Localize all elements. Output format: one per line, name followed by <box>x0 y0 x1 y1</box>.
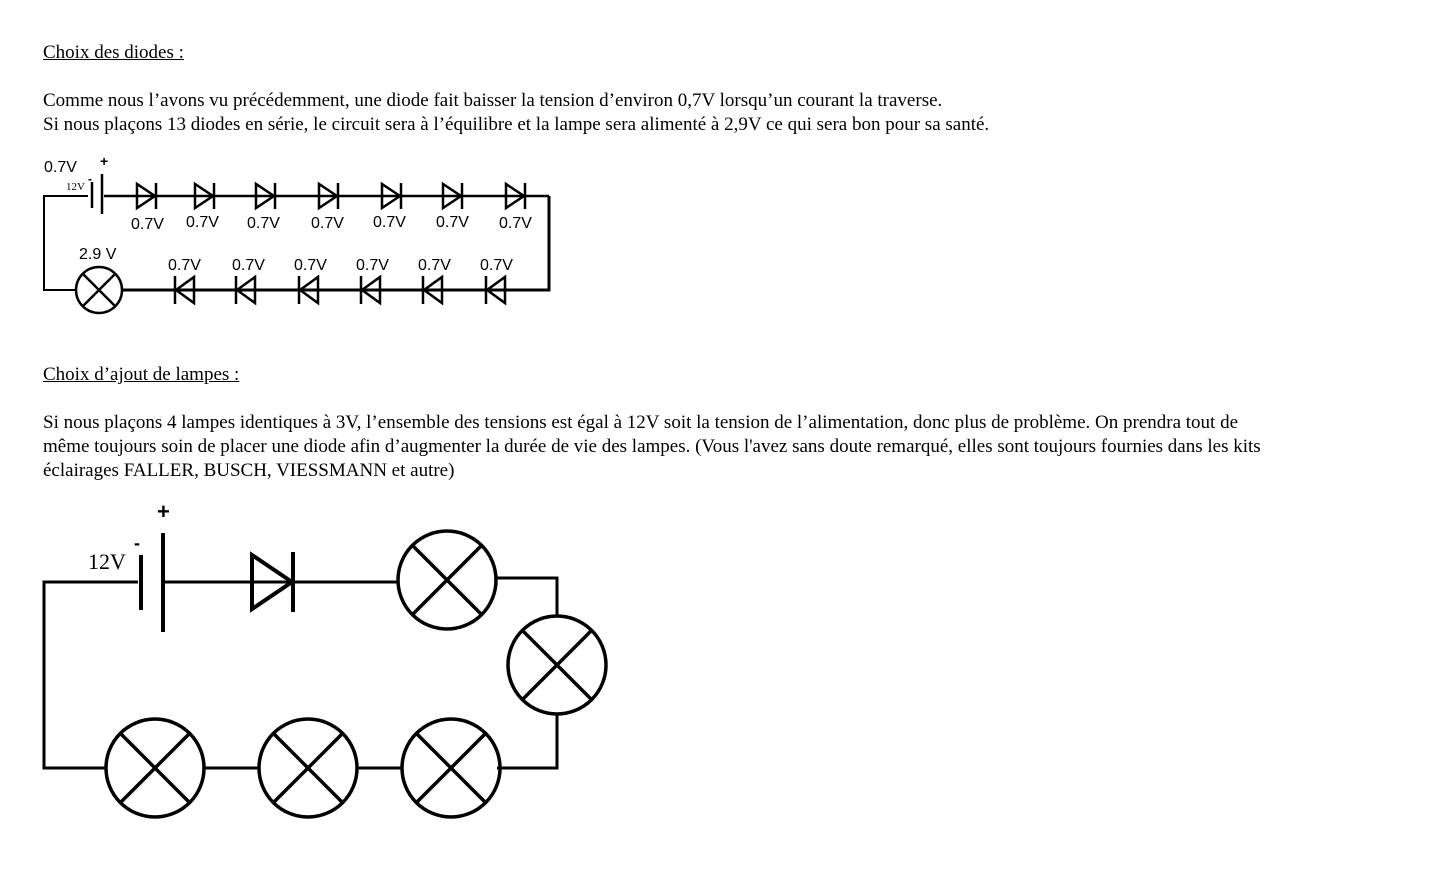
diode-series-circuit-diagram <box>0 150 600 320</box>
diode-voltage-label: 0.7V <box>436 214 469 231</box>
lamp-series-circuit-diagram <box>0 495 640 835</box>
circuit-wire <box>122 196 549 290</box>
circuit-wire <box>497 714 557 768</box>
lamp-symbol <box>259 719 357 817</box>
section-heading-diodes: Choix des diodes : <box>43 42 184 63</box>
diode-voltage-label: 0.7V <box>418 257 451 274</box>
diode-voltage-label: 0.7V <box>168 257 201 274</box>
battery-minus-label: - <box>134 533 140 553</box>
lamp-symbol <box>76 267 122 313</box>
diode-voltage-label: 0.7V <box>356 257 389 274</box>
paragraph-line: Si nous plaçons 13 diodes en série, le circuit sera à l’équilibre et la lampe sera alimenté à 2,9V ce qui sera bon pour sa santé. <box>43 114 990 135</box>
battery-plus-label: + <box>100 153 109 169</box>
battery-plus-label: + <box>157 499 170 524</box>
diode-voltage-label: 0.7V <box>311 215 344 232</box>
diode-voltage-label: 0.7V <box>373 214 406 231</box>
diode-voltage-label: 0.7V <box>294 257 327 274</box>
lamp-voltage-label: 2.9 V <box>79 246 117 263</box>
diode-voltage-label: 0.7V <box>131 216 164 233</box>
circuit-wire <box>44 582 138 768</box>
diode-voltage-label: 0.7V <box>232 257 265 274</box>
battery-voltage-label: 12V <box>66 181 85 193</box>
paragraph-line: éclairages FALLER, BUSCH, VIESSMANN et autre) <box>43 460 455 481</box>
battery-voltage-label: 12V <box>88 549 126 574</box>
section-heading-lamps: Choix d’ajout de lampes : <box>43 364 240 385</box>
circuit-wire <box>496 578 557 616</box>
paragraph-line: Comme nous l’avons vu précédemment, une diode fait baisser la tension d’environ 0,7V lorsqu’un courant la traverse. <box>43 90 943 111</box>
diode-voltage-label: 0.7V <box>499 215 532 232</box>
battery-symbol <box>141 533 163 632</box>
paragraph-lamps <box>43 411 1261 483</box>
lamp-symbol <box>398 531 496 629</box>
paragraph-line: Si nous plaçons 4 lampes identiques à 3V, l’ensemble des tensions est égal à 12V soit la tension de l’alimentation, donc plus de problème. On prendra tout de <box>43 412 1239 433</box>
voltage-label: 0.7V <box>44 159 77 176</box>
battery-symbol <box>92 174 102 214</box>
lamp-symbol <box>402 719 500 817</box>
paragraph-diodes <box>43 89 989 137</box>
diode-voltage-label: 0.7V <box>186 214 219 231</box>
paragraph-line: même toujours soin de placer une diode afin d’augmenter la durée de vie des lampes. (Vous l'avez sans doute remarqué, elles sont toujours fournies dans les kits <box>43 436 1261 457</box>
battery-minus-label: - <box>88 172 92 186</box>
diode-voltage-label: 0.7V <box>247 215 280 232</box>
lamp-symbol <box>508 616 606 714</box>
diode-voltage-label: 0.7V <box>480 257 513 274</box>
lamp-symbol <box>106 719 204 817</box>
